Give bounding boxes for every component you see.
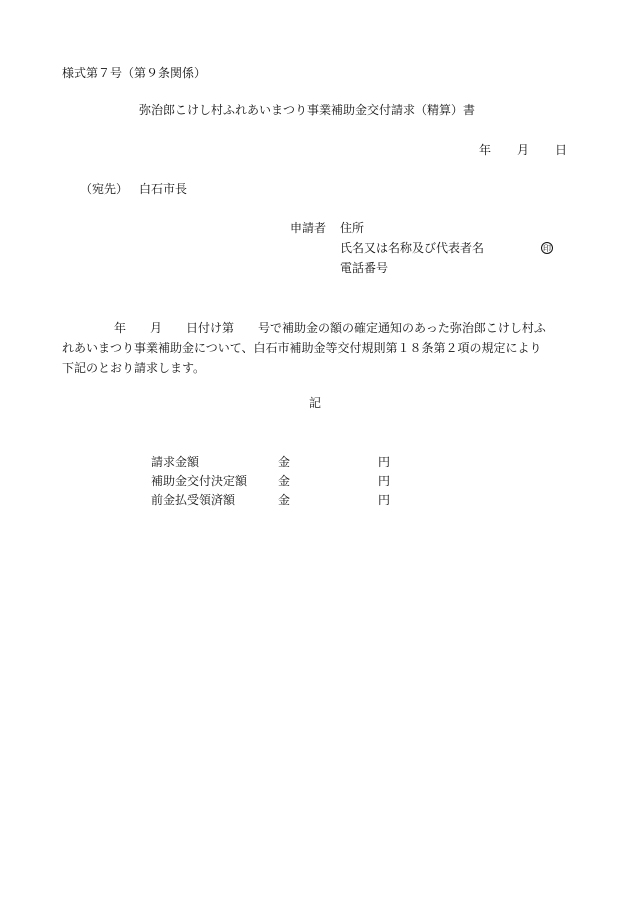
seal-mark: 印 — [543, 244, 551, 253]
date-month: 月 — [517, 143, 530, 157]
request-body — [62, 318, 578, 378]
date-year: 年 — [479, 143, 492, 157]
body-number-suffix: 号で補助金の額の確定通知のあった弥治郎こけし村ふ — [258, 321, 546, 335]
ki-heading: 記 — [309, 396, 322, 410]
amount-prefix-request: 金 — [278, 455, 291, 469]
addressee-name: 白石市長 — [139, 182, 188, 196]
amount-suffix-request: 円 — [378, 455, 391, 469]
applicant-phone-label: 電話番号 — [340, 261, 389, 275]
amount-prefix-decision: 金 — [278, 474, 291, 488]
addressee-label: （宛先） — [80, 182, 129, 196]
applicant-address-label: 住所 — [340, 221, 365, 235]
amount-label-advance: 前金払受領済額 — [151, 493, 236, 507]
date-day: 日 — [555, 143, 568, 157]
amount-label-request: 請求金額 — [151, 455, 200, 469]
body-line-2: れあいまつり事業補助金について、白石市補助金等交付規則第１８条第２項の規定により — [62, 341, 542, 355]
amount-prefix-advance: 金 — [278, 493, 291, 507]
body-year: 年 — [114, 321, 127, 335]
body-day-prefix: 日付け第 — [186, 321, 235, 335]
body-month: 月 — [150, 321, 163, 335]
amount-suffix-advance: 円 — [378, 493, 391, 507]
body-line-3: 下記のとおり請求します。 — [62, 361, 206, 375]
amount-suffix-decision: 円 — [378, 474, 391, 488]
applicant-role: 申請者 — [290, 221, 327, 235]
form-number: 様式第７号（第９条関係） — [62, 66, 207, 80]
applicant-name-label: 氏名又は名称及び代表者名 — [340, 241, 485, 255]
document-title: 弥治郎こけし村ふれあいまつり事業補助金交付請求（精算）書 — [139, 103, 476, 117]
amount-label-decision: 補助金交付決定額 — [151, 474, 248, 488]
